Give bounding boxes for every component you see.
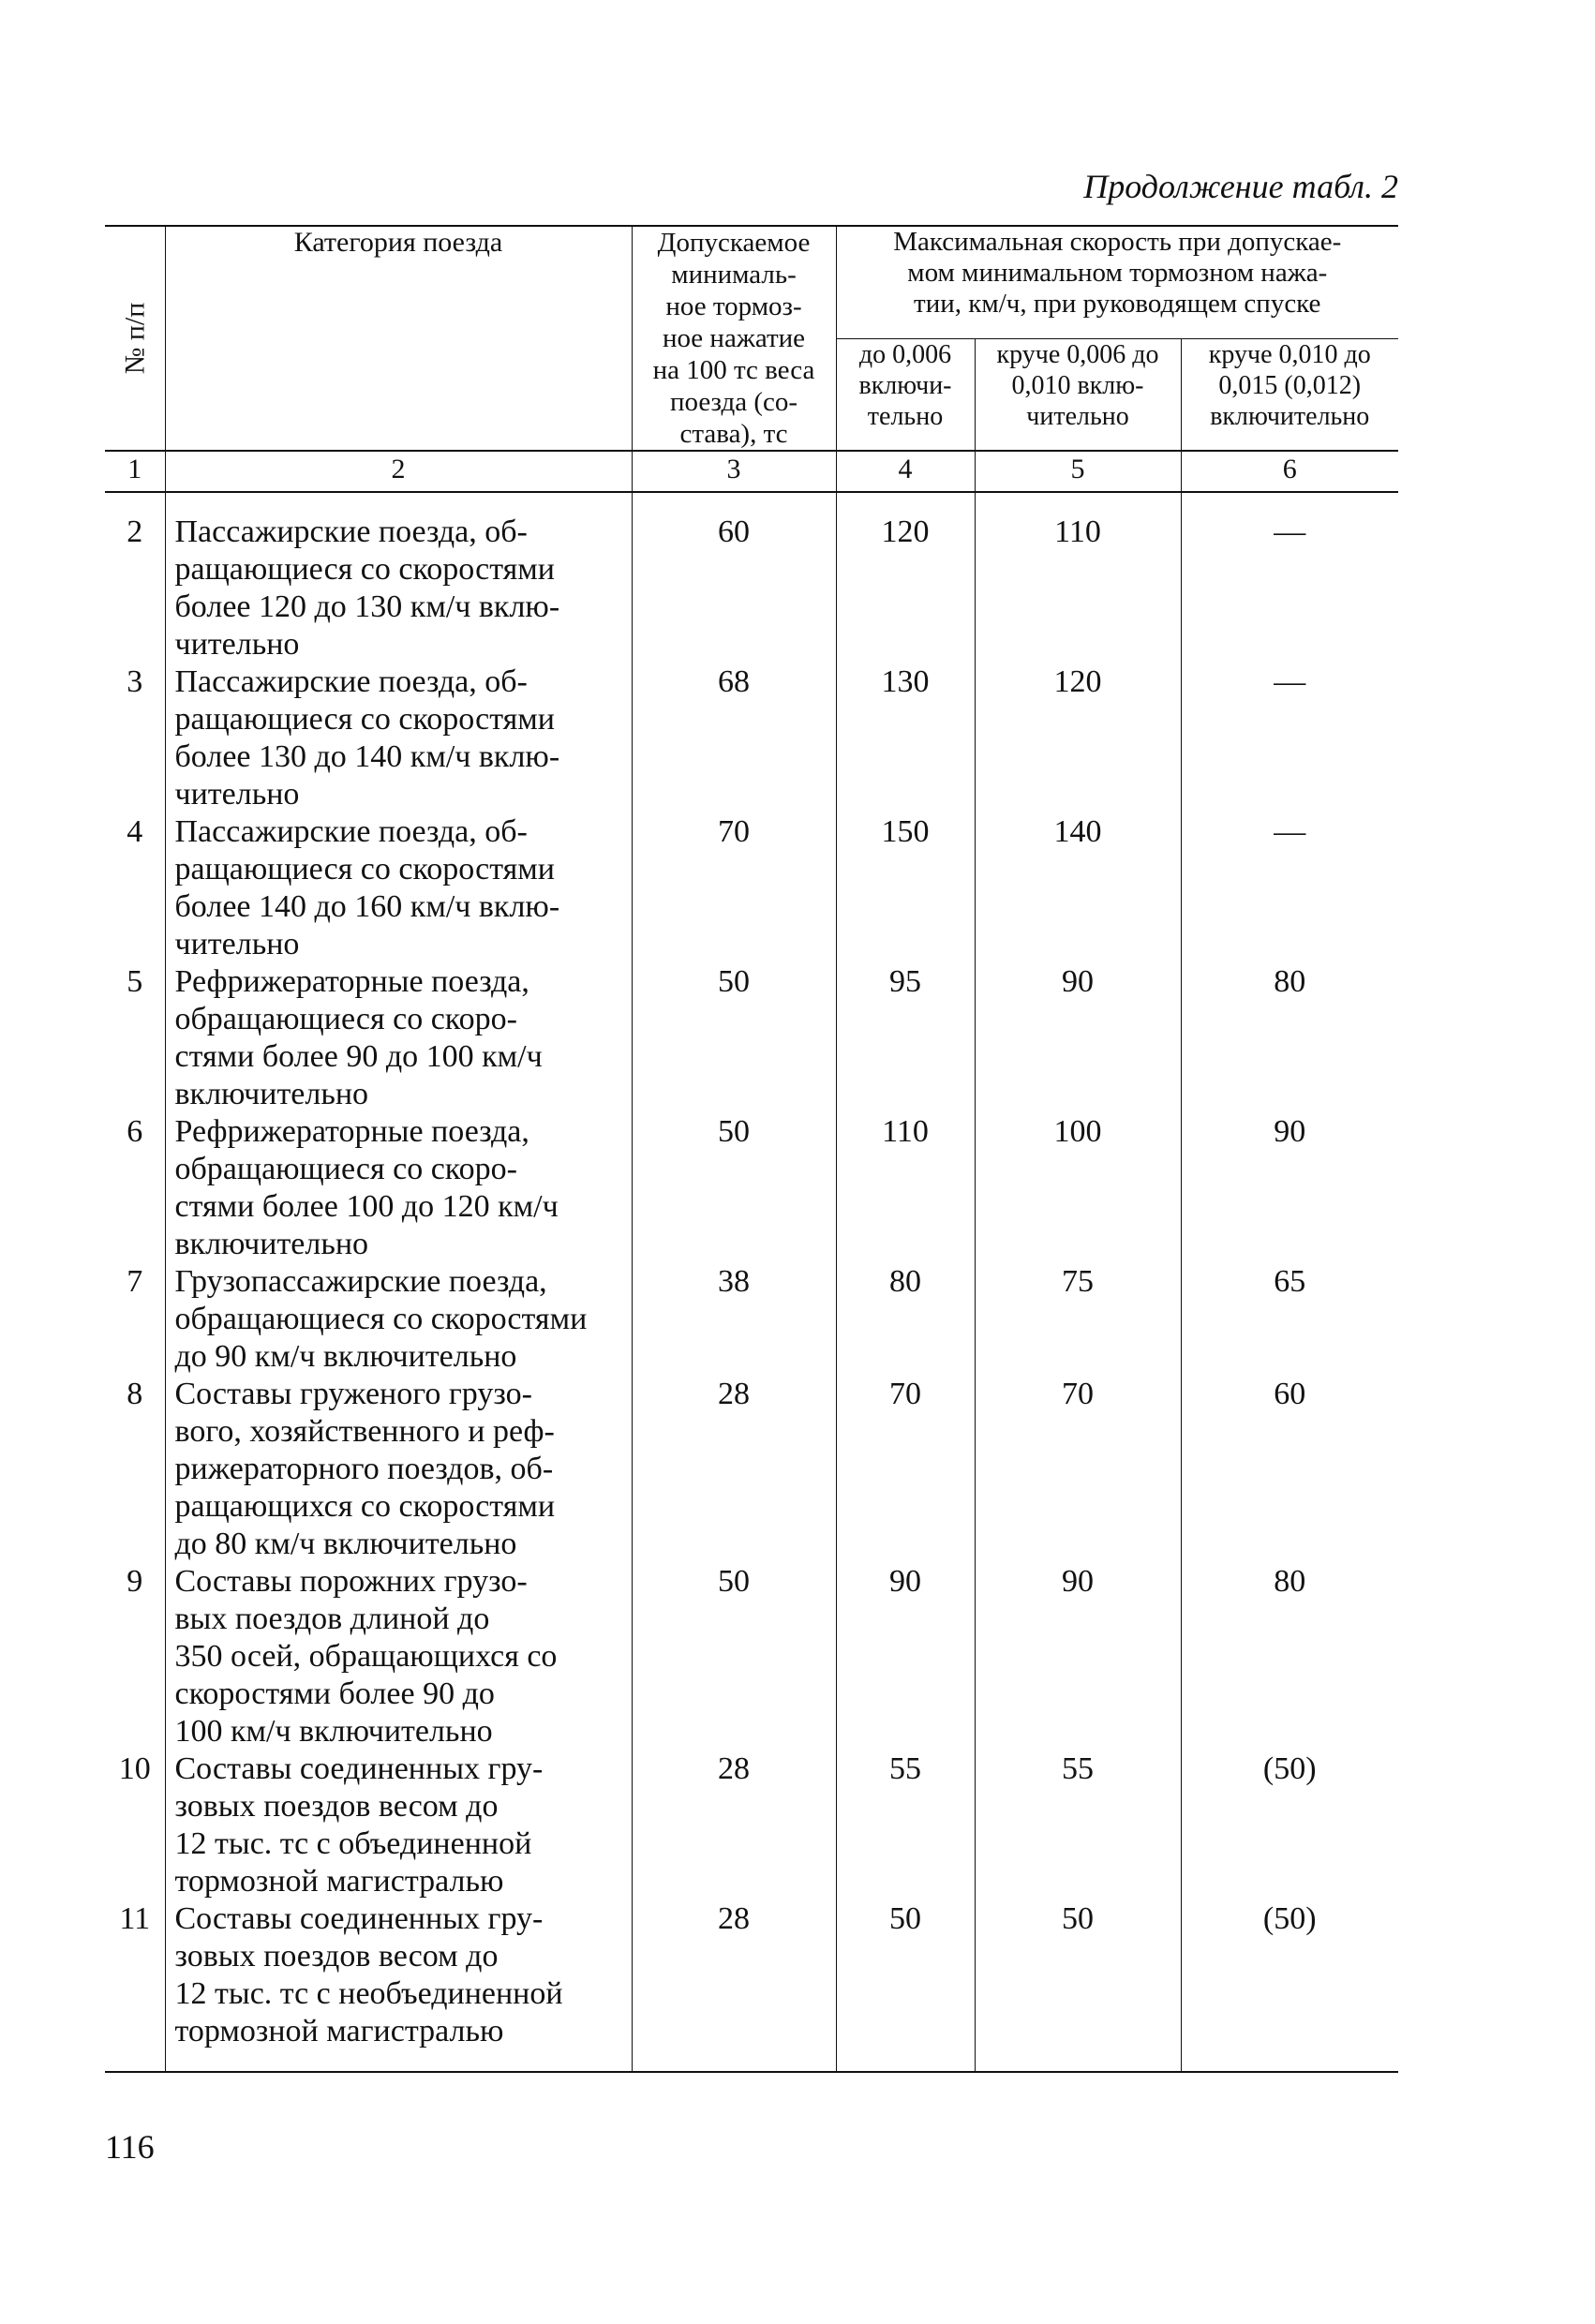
train-category-line: Рефрижераторные поезда, [174, 964, 529, 999]
table-row [105, 1263, 1398, 1376]
header-max-speed-group [836, 226, 1398, 338]
row-number: 7 [105, 1263, 165, 1376]
table-row [105, 1113, 1398, 1263]
braking-pressure: 50 [632, 1113, 836, 1263]
header-braking-line: ное нажатие [662, 323, 806, 353]
speed-0006-0010: 55 [975, 1750, 1181, 1900]
column-number: 4 [836, 451, 975, 492]
header-row-number-label: № п/п [119, 302, 151, 375]
train-category-line: тормозной магистралью [174, 1864, 504, 1899]
train-category-line: до 80 км/ч включительно [174, 1527, 517, 1561]
train-category-line: ращающиеся со скоростями [174, 552, 555, 587]
spacer-row [105, 492, 1398, 514]
braking-pressure: 28 [632, 1750, 836, 1900]
speed-up-to-0006: 55 [836, 1750, 975, 1900]
speed-up-to-0006: 150 [836, 813, 975, 963]
braking-pressure: 38 [632, 1263, 836, 1376]
train-category-line: Составы порожних грузо- [174, 1564, 528, 1599]
header-sub-line: круче 0,006 до [996, 339, 1159, 369]
column-number-row [105, 451, 1398, 492]
header-sub-line: включительно [1210, 401, 1370, 431]
train-category-line: стями более 90 до 100 км/ч [174, 1039, 543, 1074]
train-category-line: включительно [174, 1077, 369, 1111]
train-category-line: зовых поездов весом до [174, 1939, 499, 1974]
table-row [105, 1563, 1398, 1750]
spacer-cell [165, 492, 632, 514]
table-row [105, 813, 1398, 963]
train-category [165, 663, 632, 813]
header-sub-line: до 0,006 [858, 339, 952, 369]
train-category [165, 1900, 632, 2050]
train-category-line: обращающиеся со скоро- [174, 1002, 517, 1036]
column-number: 5 [975, 451, 1181, 492]
speed-0006-0010: 120 [975, 663, 1181, 813]
train-category [165, 1263, 632, 1376]
train-category-line: обращающиеся со скоростями [174, 1302, 588, 1336]
row-number: 2 [105, 514, 165, 663]
speed-0010-0015: — [1274, 664, 1306, 699]
braking-pressure: 50 [632, 1563, 836, 1750]
speed-up-to-0006: 95 [836, 963, 975, 1113]
spacer-cell [1181, 2050, 1398, 2072]
header-braking-line: на 100 тс веса [652, 355, 815, 385]
header-sub-line: 0,015 (0,012) [1218, 370, 1362, 400]
train-category [165, 1750, 632, 1900]
train-category-line: ращающихся со скоростями [174, 1489, 556, 1524]
speed-0010-0015: 80 [1274, 964, 1306, 999]
speed-up-to-0006: 80 [836, 1263, 975, 1376]
spacer-cell [975, 2050, 1181, 2072]
braking-pressure: 70 [632, 813, 836, 963]
table-row [105, 1750, 1398, 1900]
header-braking-line: минималь- [671, 260, 797, 290]
column-number: 6 [1181, 451, 1398, 492]
header-grade-0006-0010 [975, 338, 1181, 451]
train-category-line: более 140 до 160 км/ч вклю- [174, 889, 560, 924]
table-bottom-row [105, 2050, 1398, 2072]
table-row [105, 663, 1398, 813]
braking-pressure: 68 [632, 663, 836, 813]
header-sub-line: тельно [867, 401, 944, 431]
spacer-cell [1181, 492, 1398, 514]
train-category-line: Рефрижераторные поезда, [174, 1114, 529, 1149]
train-category-line: чительно [174, 927, 300, 961]
speed-0006-0010: 75 [975, 1263, 1181, 1376]
speed-0006-0010: 90 [975, 963, 1181, 1113]
train-category-line: зовых поездов весом до [174, 1789, 499, 1824]
speed-0010-0015: — [1274, 514, 1306, 549]
train-category-line: стями более 100 до 120 км/ч [174, 1189, 559, 1224]
train-category-line: рижераторного поездов, об- [174, 1452, 554, 1486]
train-category [165, 1563, 632, 1750]
row-number: 4 [105, 813, 165, 963]
train-category-line: тормозной магистралью [174, 2014, 504, 2048]
table-continuation-label: Продолжение табл. 2 [1083, 168, 1398, 205]
spacer-cell [975, 492, 1181, 514]
header-braking-line: става), тс [679, 419, 788, 449]
train-category-line: чительно [174, 777, 300, 812]
speed-0006-0010: 70 [975, 1376, 1181, 1563]
braking-pressure: 28 [632, 1900, 836, 2050]
speed-up-to-0006: 120 [836, 514, 975, 663]
header-braking-line: Допускаемое [657, 228, 811, 258]
speed-up-to-0006: 50 [836, 1900, 975, 2050]
column-number: 1 [105, 451, 165, 492]
header-speed-line: Максимальная скорость при допускае- [893, 227, 1342, 257]
speed-0010-0015: 80 [1274, 1564, 1306, 1599]
spacer-cell [632, 492, 836, 514]
page-number: 116 [105, 2128, 155, 2166]
speed-0010-0015: 60 [1274, 1377, 1306, 1411]
train-category-line: Составы соединенных гру- [174, 1751, 544, 1786]
header-braking-line: ное тормоз- [665, 291, 802, 321]
train-category-line: скоростями более 90 до [174, 1676, 495, 1711]
train-category-line: 12 тыс. тс с необъединенной [174, 1976, 563, 2011]
table-row [105, 514, 1398, 663]
row-number: 9 [105, 1563, 165, 1750]
train-category [165, 1113, 632, 1263]
train-category-line: чительно [174, 627, 300, 662]
train-category-line: 12 тыс. тс с объединенной [174, 1826, 532, 1861]
row-number: 6 [105, 1113, 165, 1263]
speed-up-to-0006: 130 [836, 663, 975, 813]
column-number: 2 [165, 451, 632, 492]
column-number: 3 [632, 451, 836, 492]
speed-0006-0010: 90 [975, 1563, 1181, 1750]
header-grade-0010-0015 [1181, 338, 1398, 451]
row-number: 5 [105, 963, 165, 1113]
header-braking-line: поезда (со- [669, 387, 798, 417]
train-category-line: 350 осей, обращающихся со [174, 1639, 558, 1674]
spacer-cell [836, 2050, 975, 2072]
spacer-cell [105, 492, 165, 514]
speed-0010-0015: 90 [1274, 1114, 1306, 1149]
row-number: 11 [105, 1900, 165, 2050]
table-row [105, 1900, 1398, 2050]
header-speed-line: мом минимальном тормозном нажа- [907, 258, 1328, 288]
header-speed-line: тии, км/ч, при руководящем спуске [914, 289, 1321, 319]
speed-0010-0015: — [1274, 814, 1306, 849]
train-category [165, 1376, 632, 1563]
table-row [105, 963, 1398, 1113]
train-category-line: Пассажирские поезда, об- [174, 664, 528, 699]
header-row-number [105, 226, 165, 451]
train-category-line: Составы груженого грузо- [174, 1377, 532, 1411]
row-number: 3 [105, 663, 165, 813]
header-sub-line: круче 0,010 до [1208, 339, 1371, 369]
train-category-line: Пассажирские поезда, об- [174, 814, 528, 849]
spacer-cell [632, 2050, 836, 2072]
train-category-line: вого, хозяйственного и реф- [174, 1414, 555, 1449]
train-category-line: ращающиеся со скоростями [174, 852, 555, 886]
speed-0006-0010: 50 [975, 1900, 1181, 2050]
speed-0006-0010: 140 [975, 813, 1181, 963]
train-category-line: более 130 до 140 км/ч вклю- [174, 739, 560, 774]
speed-0006-0010: 100 [975, 1113, 1181, 1263]
speed-0010-0015: (50) [1262, 1901, 1317, 1936]
header-sub-line: чительно [1026, 401, 1129, 431]
train-category-line: обращающиеся со скоро- [174, 1152, 517, 1186]
speed-0010-0015: (50) [1262, 1751, 1317, 1786]
train-speed-table [105, 225, 1398, 2073]
train-category [165, 963, 632, 1113]
speed-0010-0015: 65 [1274, 1264, 1306, 1299]
train-category-line: Составы соединенных гру- [174, 1901, 544, 1936]
header-sub-line: 0,010 вклю- [1011, 370, 1144, 400]
spacer-cell [836, 492, 975, 514]
train-category-line: вых поездов длиной до [174, 1601, 490, 1636]
train-category-line: 100 км/ч включительно [174, 1714, 493, 1749]
braking-pressure: 28 [632, 1376, 836, 1563]
train-category-line: включительно [174, 1227, 369, 1261]
speed-up-to-0006: 70 [836, 1376, 975, 1563]
header-sub-line: включи- [858, 370, 952, 400]
train-category-line: до 90 км/ч включительно [174, 1339, 517, 1374]
speed-up-to-0006: 110 [836, 1113, 975, 1263]
train-category-line: ращающиеся со скоростями [174, 702, 555, 737]
table-row [105, 1376, 1398, 1563]
row-number: 10 [105, 1750, 165, 1900]
train-category-line: более 120 до 130 км/ч вклю- [174, 589, 560, 624]
row-number: 8 [105, 1376, 165, 1563]
spacer-cell [165, 2050, 632, 2072]
train-category-line: Грузопассажирские поезда, [174, 1264, 547, 1299]
spacer-cell [105, 2050, 165, 2072]
header-braking-pressure [632, 226, 836, 451]
speed-0006-0010: 110 [975, 514, 1181, 663]
train-category [165, 514, 632, 663]
train-category-line: Пассажирские поезда, об- [174, 514, 528, 549]
header-category: Категория поезда [165, 226, 632, 451]
speed-up-to-0006: 90 [836, 1563, 975, 1750]
braking-pressure: 50 [632, 963, 836, 1113]
braking-pressure: 60 [632, 514, 836, 663]
header-grade-up-to-0006 [836, 338, 975, 451]
train-category [165, 813, 632, 963]
